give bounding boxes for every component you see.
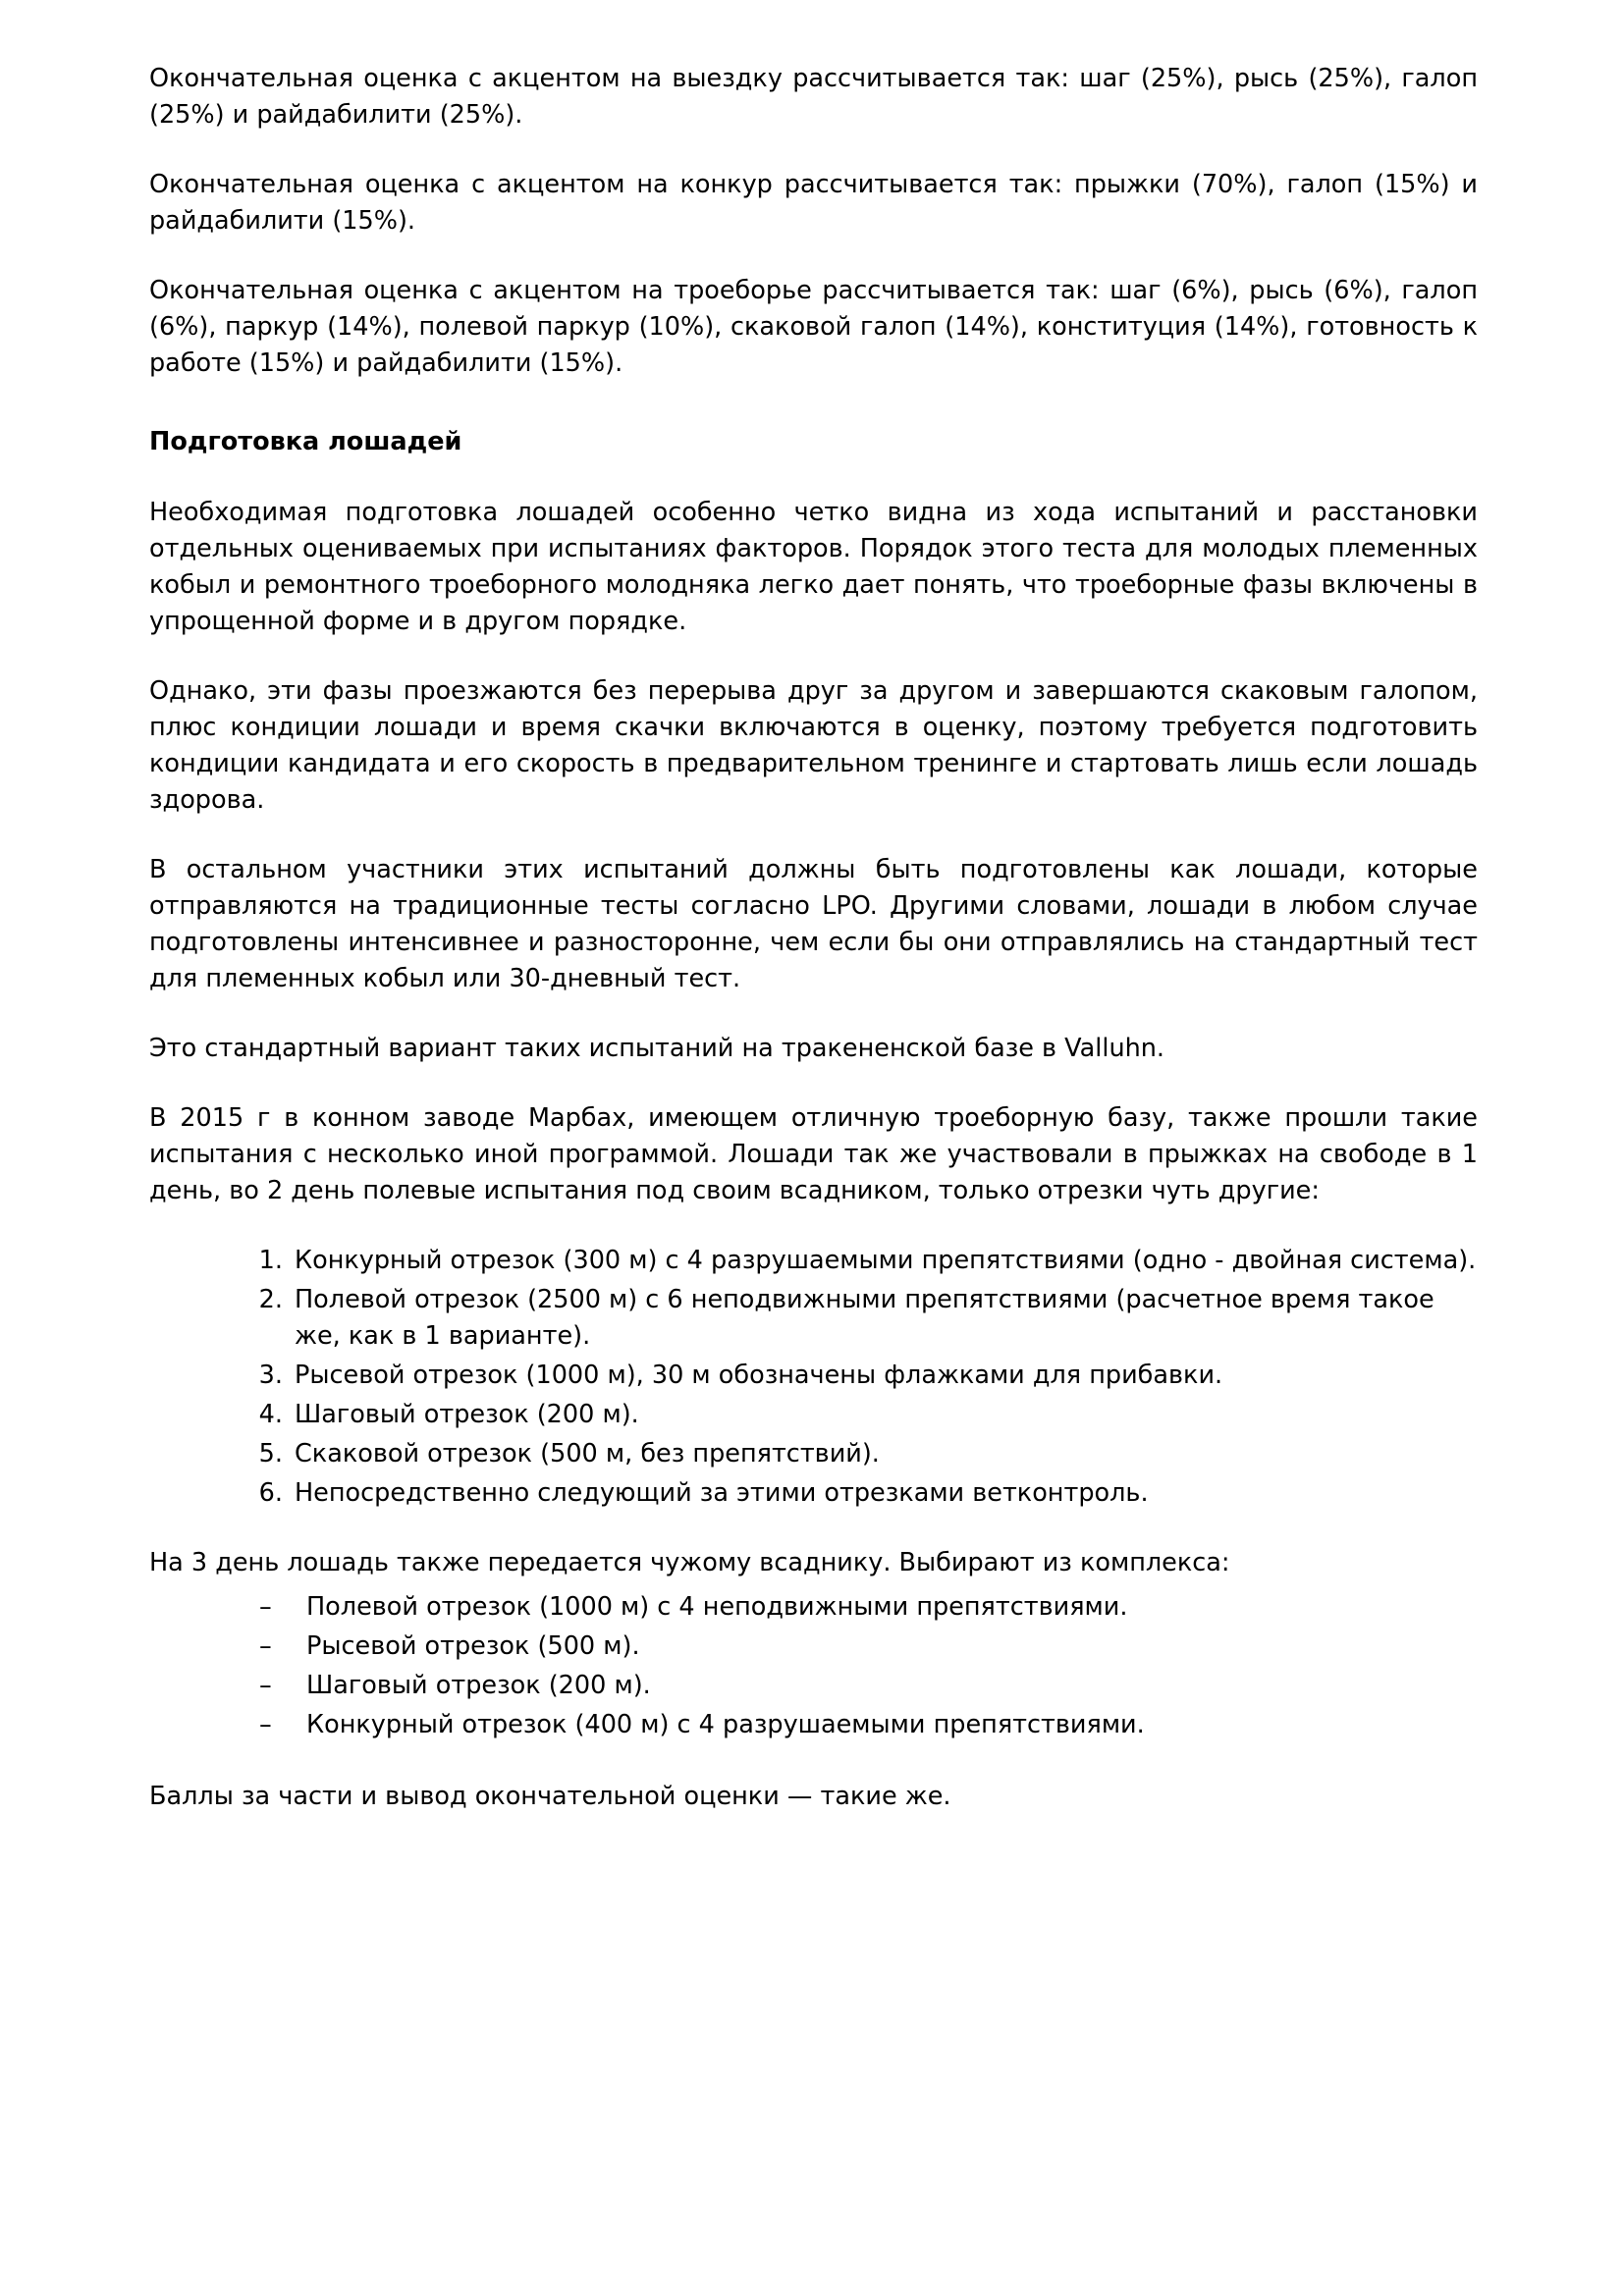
list-item: Рысевой отрезок (1000 м), 30 м обозначены флажками для прибавки. xyxy=(295,1360,1223,1390)
list-item: Полевой отрезок (2500 м) с 6 неподвижными препятствиями (расчетное время такое же, как в 1 варианте). xyxy=(295,1284,1434,1351)
list-day-two-sections xyxy=(149,1243,1478,1512)
paragraph-preparation-intro: Необходимая подготовка лошадей особенно четко видна из хода испытаний и расстановки отдельных оцениваемых при испытаниях факторов. Порядок этого теста для молодых племенных кобыл и ремонтного троеборного молодняка легко дает понять, что троеборные фазы включены в упрощенной форме и в другом порядке. xyxy=(149,498,1478,637)
list-day-three-options xyxy=(149,1589,1478,1743)
paragraph-day-three-intro: На 3 день лошадь также передается чужому всаднику. Выбирают из комплекса: xyxy=(149,1547,1230,1577)
paragraph-valluhn-note: Это стандартный вариант таких испытаний на тракененской базе в Valluhn. xyxy=(149,1034,1165,1064)
paragraph-phases-continuous: Однако, эти фазы проезжаются без перерыва друг за другом и завершаются скаковым галопом, плюс кондиции лошади и время скачки включаются в оценку, поэтому требуется подготовить кондиции кандидата и его скорость в предварительном тренинге и стартовать лишь если лошадь здорова. xyxy=(149,676,1478,816)
list-item: Конкурный отрезок (300 м) с 4 разрушаемыми препятствиями (одно - двойная система). xyxy=(295,1245,1477,1275)
paragraph-eventing-weighting: Окончательная оценка с акцентом на троеборье рассчитывается так: шаг (6%), рысь (6%), галоп (6%), паркур (14%), полевой паркур (10%), скаковой галоп (14%), конституция (14%), готовность к работе (15%) и райдабилити (15%). xyxy=(149,275,1478,378)
list-item: – Рысевой отрезок (500 м). xyxy=(259,1629,1478,1665)
list-item: Шаговый отрезок (200 м). xyxy=(295,1399,639,1429)
heading-horse-preparation: Подготовка лошадей xyxy=(149,426,462,456)
list-item: – Полевой отрезок (1000 м) с 4 неподвижными препятствиями. xyxy=(259,1589,1478,1626)
paragraph-jumping-weighting: Окончательная оценка с акцентом на конкур рассчитывается так: прыжки (70%), галоп (15%) и райдабилити (15%). xyxy=(149,169,1478,236)
paragraph-marbach-2015: В 2015 г в конном заводе Марбах, имеющем отличную троеборную базу, также прошли такие испытания с несколько иной программой. Лошади так же участвовали в прыжках на свободе в 1 день, во 2 день полевые испытания под своим всадником, только отрезки чуть другие: xyxy=(149,1103,1478,1205)
list-item: Непосредственно следующий за этими отрезками ветконтроль. xyxy=(295,1477,1149,1508)
paragraph-dressage-weighting: Окончательная оценка с акцентом на выездку рассчитывается так: шаг (25%), рысь (25%), галоп (25%) и райдабилити (25%). xyxy=(149,64,1478,130)
paragraph-closing: Баллы за части и вывод окончательной оценки — такие же. xyxy=(149,1781,951,1811)
paragraph-lpo-comparison: В остальном участники этих испытаний должны быть подготовлены как лошади, которые отправляются на традиционные тесты согласно LPO. Другими словами, лошади в любом случае подготовлены интенсивнее и разносторонне, чем если бы они отправлялись на стандартный тест для племенных кобыл или 30-дневный тест. xyxy=(149,855,1478,994)
list-item: Скаковой отрезок (500 м, без препятствий). xyxy=(295,1438,880,1468)
list-item: – Конкурный отрезок (400 м) с 4 разрушаемыми препятствиями. xyxy=(259,1707,1478,1743)
list-item: – Шаговый отрезок (200 м). xyxy=(259,1668,1478,1704)
